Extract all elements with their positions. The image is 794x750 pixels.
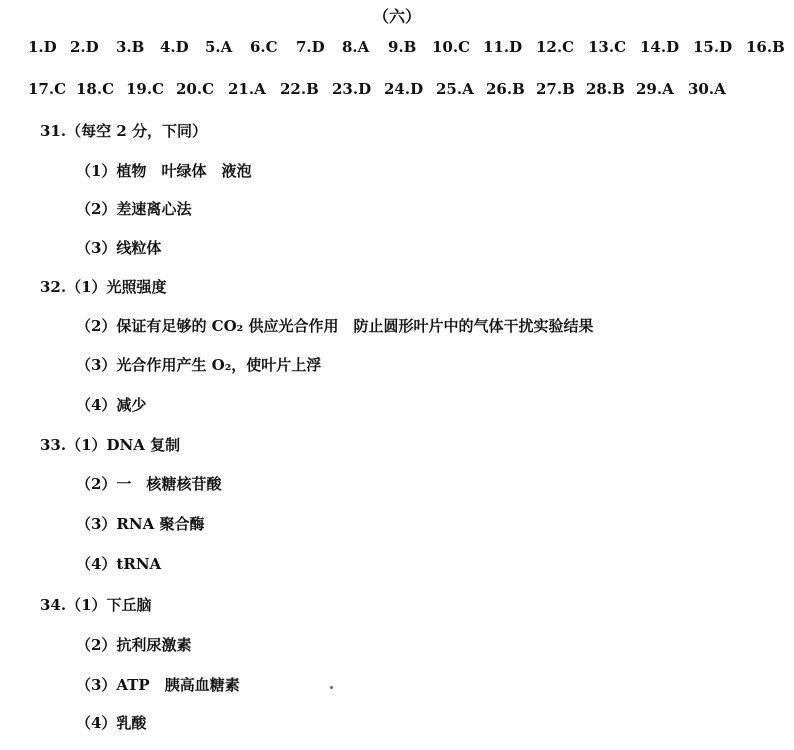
mcq-answer: 19.C bbox=[126, 80, 165, 98]
mcq-answer: 24.D bbox=[384, 80, 424, 98]
q31-answer-2: （2）差速离心法 bbox=[76, 200, 192, 218]
q31-answer-1: （1）植物 叶绿体 液泡 bbox=[76, 162, 252, 180]
q31-answer-3: （3）线粒体 bbox=[76, 239, 162, 257]
mcq-answer: 3.B bbox=[116, 38, 145, 56]
mcq-answer: 28.B bbox=[586, 80, 625, 98]
mcq-answer: 4.D bbox=[160, 38, 189, 56]
q32-answer-3: （3）光合作用产生 O₂，使叶片上浮 bbox=[76, 356, 322, 374]
mcq-answer: 29.A bbox=[636, 80, 674, 98]
mcq-answer: 17.C bbox=[28, 80, 67, 98]
mcq-answer: 13.C bbox=[588, 38, 627, 56]
mcq-answer: 1.D bbox=[28, 38, 57, 56]
mcq-answer: 15.D bbox=[693, 38, 733, 56]
mcq-answer: 5.A bbox=[205, 38, 233, 56]
q34-answer-3: （3）ATP 胰高血糖素 bbox=[76, 676, 240, 694]
q34-answer-4: （4）乳酸 bbox=[76, 714, 147, 732]
section-title: （六） bbox=[372, 7, 421, 26]
mcq-answer: 25.A bbox=[436, 80, 474, 98]
mcq-answer: 2.D bbox=[70, 38, 99, 56]
mcq-answer: 14.D bbox=[640, 38, 680, 56]
mcq-answer: 20.C bbox=[176, 80, 215, 98]
q33-answer-2: （2）一 核糖核苷酸 bbox=[76, 475, 222, 493]
mcq-answer: 6.C bbox=[250, 38, 278, 56]
mcq-answer: 16.B bbox=[746, 38, 785, 56]
q33-answer-1: 33.（1）DNA 复制 bbox=[40, 436, 181, 454]
mcq-answer: 7.D bbox=[296, 38, 325, 56]
mcq-answer: 30.A bbox=[688, 80, 726, 98]
mcq-answer: 18.C bbox=[76, 80, 115, 98]
q32-answer-1: 32.（1）光照强度 bbox=[40, 278, 167, 296]
q33-answer-3: （3）RNA 聚合酶 bbox=[76, 515, 205, 533]
mcq-row-1 bbox=[28, 38, 788, 62]
mcq-answer: 21.A bbox=[228, 80, 266, 98]
mcq-answer: 22.B bbox=[280, 80, 319, 98]
q34-answer-2: （2）抗利尿激素 bbox=[76, 636, 192, 654]
mcq-answer: 12.C bbox=[536, 38, 575, 56]
q33-answer-4: （4）tRNA bbox=[76, 555, 162, 573]
mcq-answer: 8.A bbox=[342, 38, 370, 56]
mcq-answer: 26.B bbox=[486, 80, 525, 98]
mcq-answer: 27.B bbox=[536, 80, 575, 98]
mcq-answer: 9.B bbox=[388, 38, 417, 56]
mcq-row-2 bbox=[28, 80, 768, 104]
q31-heading: 31.（每空 2 分，下同） bbox=[40, 122, 207, 140]
scan-speck bbox=[330, 686, 333, 689]
q32-answer-2: （2）保证有足够的 CO₂ 供应光合作用 防止圆形叶片中的气体干扰实验结果 bbox=[76, 317, 594, 335]
mcq-answer: 11.D bbox=[483, 38, 523, 56]
mcq-answer: 10.C bbox=[432, 38, 471, 56]
q32-answer-4: （4）减少 bbox=[76, 396, 147, 414]
q34-answer-1: 34.（1）下丘脑 bbox=[40, 596, 152, 614]
mcq-answer: 23.D bbox=[332, 80, 372, 98]
